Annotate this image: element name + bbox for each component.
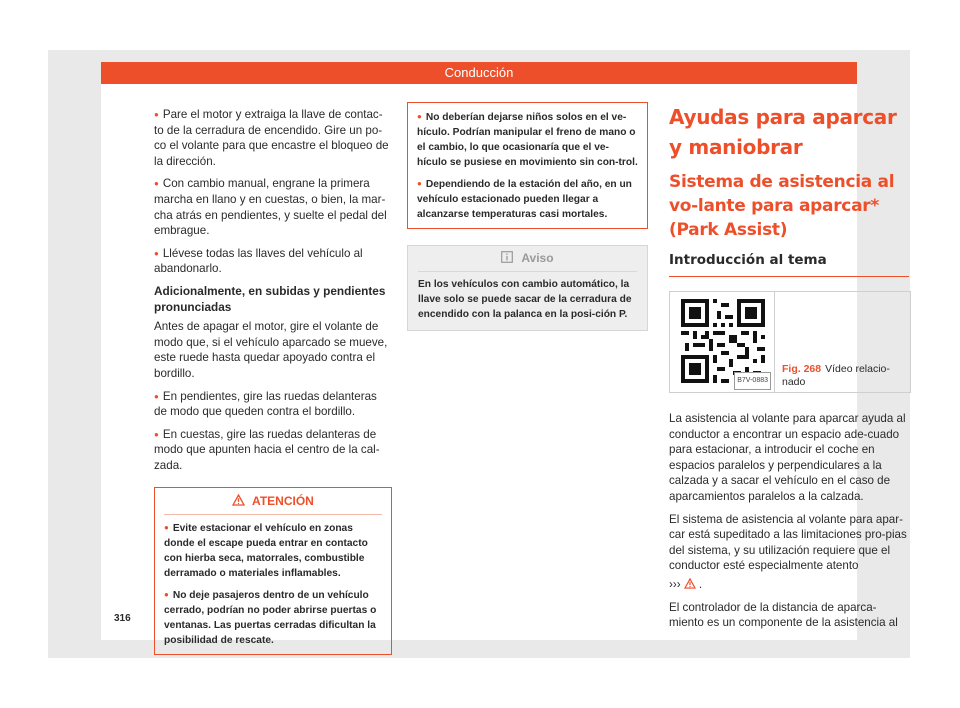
manual-page (101, 62, 907, 647)
figure-code: B7V-0883 (734, 372, 771, 390)
bullet-item: ● Con cambio manual, engrane la primera marcha en llano y en cuestas, o bien, la mar-cha atrás en pendientes, y suelte el pedal del embrague. (154, 176, 392, 238)
note-title (418, 251, 637, 272)
warning-title (164, 494, 382, 515)
section-heading: Sistema de asistencia al vo-lante para aparcar* (Park Assist) (669, 172, 895, 240)
paragraph: Antes de apagar el motor, gire el volante de modo que, si el vehículo aparcado se mueve, este ruede hasta quedar apoyado contra el bordillo. (154, 320, 388, 380)
bullet-item: ● En pendientes, gire las ruedas delanteras de modo que queden contra el bordillo. (154, 389, 392, 420)
left-column (154, 107, 392, 655)
warning-box (154, 487, 392, 655)
warning-title-text: ATENCIÓN (252, 494, 314, 509)
page-number: 316 (114, 613, 131, 624)
right-column (669, 102, 909, 638)
note-text: En los vehículos con cambio automático, la llave solo se puede sacar de la cerradura de encendido con la palanca en la posi-ción P. (418, 279, 632, 320)
figure-number: Fig. 268 (782, 363, 822, 375)
cross-reference[interactable]: ››› . (669, 577, 703, 591)
figure-caption (782, 363, 906, 389)
paragraph: El controlador de la distancia de aparca-miento es un componente de la asistencia al (669, 600, 898, 630)
warning-box-continued (407, 102, 648, 229)
subheading: Adicionalmente, en subidas y pendientes pronunciadas (154, 283, 386, 314)
bullet-item: ● Pare el motor y extraiga la llave de contac-to de la cerradura de encendido. Gire un po-co el volante para que encastre el bloqueo de la dirección. (154, 107, 392, 169)
middle-column (407, 102, 648, 331)
warning-item: ● No deberían dejarse niños solos en el ve-hículo. Podrían manipular el freno de mano o el cambio, lo que ocasionaría que el ve-hículo se pusiese en movimiento sin con-trol. (417, 109, 638, 170)
paragraph-with-ref (669, 512, 909, 574)
info-icon (501, 251, 521, 265)
warning-triangle-icon (232, 494, 252, 508)
qr-panel[interactable] (670, 292, 775, 392)
note-box (407, 245, 648, 331)
note-title-text: Aviso (521, 251, 554, 265)
bullet-item: ● Llévese todas las llaves del vehículo al abandonarlo. (154, 246, 392, 277)
warning-item: ● Dependiendo de la estación del año, en un vehículo estacionado pueden llegar a alcanzarse temperaturas casi mortales. (417, 176, 638, 222)
bullet-item: ● En cuestas, gire las ruedas delanteras de modo que apunten hacia el centro de la cal-zada. (154, 427, 392, 474)
topic-heading: Introducción al tema (669, 250, 909, 277)
paragraph: La asistencia al volante para aparcar ayuda al conductor a encontrar un espacio ade-cuado para estacionar, a introducir el coche en espacios paralelos y perpendiculares a la calzada y a sacar el vehículo en el caso de aparcamientos paralelos a la calzada. (669, 412, 906, 503)
section-header: Conducción (101, 62, 857, 84)
qr-code-icon[interactable] (681, 299, 765, 383)
ref-arrows: ››› (669, 577, 681, 591)
figure-caption-text: Vídeo relacio-nado (782, 363, 890, 388)
chapter-heading: Ayudas para aparcar y maniobrar (669, 105, 897, 159)
paragraph-text: El sistema de asistencia al volante para apar-car está supeditado a las limitaciones pro-pias del sistema, y su utilización requiere que el conductor esté especialmente atento (669, 512, 907, 573)
figure-video (669, 291, 911, 393)
warning-item: ● Evite estacionar el vehículo en zonas donde el escape pueda entrar en contacto con hierba seca, matorrales, combustible derramado o materiales inflamables. (164, 520, 382, 581)
warning-triangle-icon (684, 579, 699, 591)
warning-item: ● No deje pasajeros dentro de un vehículo cerrado, podrían no poder abrirse puertas o ventanas. Las puertas cerradas dificultan la posibilidad de rescate. (164, 587, 382, 648)
page-sheet (48, 50, 910, 658)
